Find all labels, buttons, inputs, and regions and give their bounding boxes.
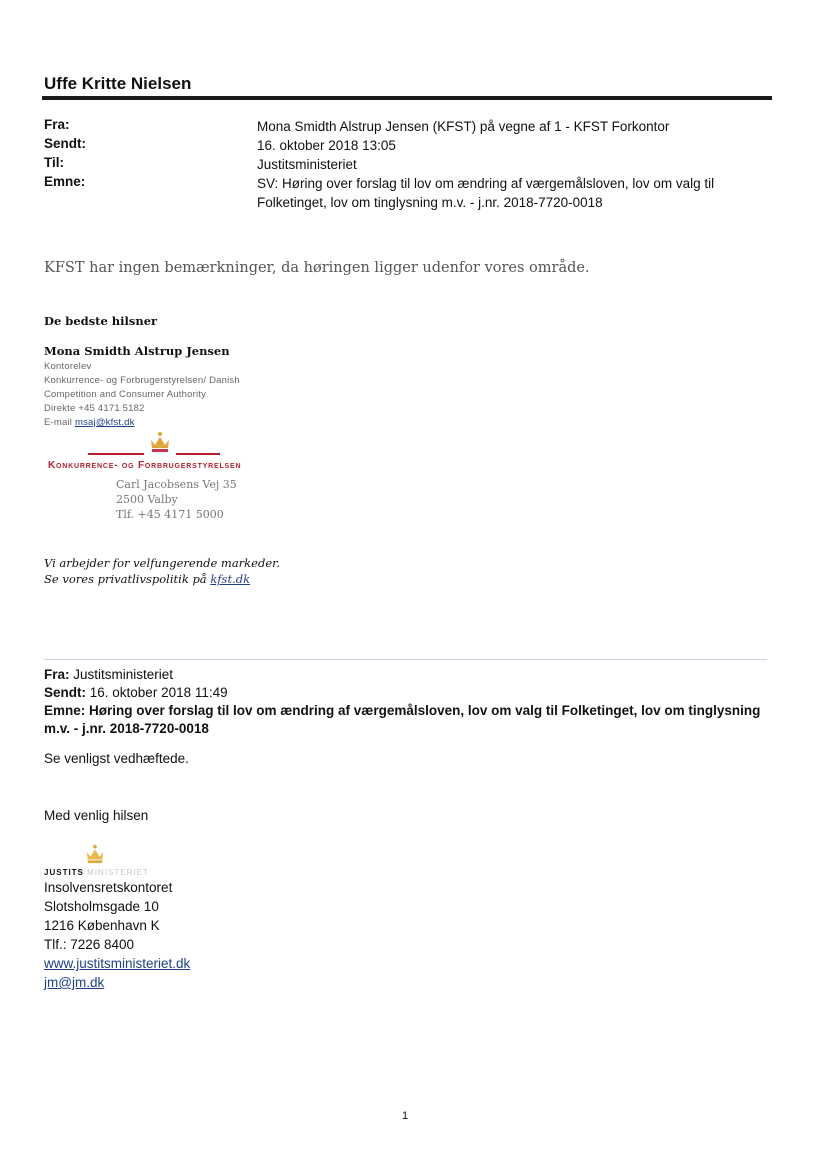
header-to-label: Til: xyxy=(44,155,64,170)
kfst-address-city: 2500 Valby xyxy=(116,493,178,506)
privacy-prefix: Se vores privatlivspolitik på xyxy=(44,572,207,586)
forward-separator xyxy=(44,659,767,660)
page-number: 1 xyxy=(402,1110,409,1122)
signature-email-row xyxy=(44,417,135,428)
jm-brand-bold: JUSTITS xyxy=(44,868,84,877)
signature-org-line2: Competition and Consumer Authority xyxy=(44,389,207,400)
fwd-sent-label: Sendt: xyxy=(44,685,86,700)
fwd-from-row xyxy=(44,666,173,684)
crown-icon xyxy=(84,844,106,864)
header-subject-value: SV: Høring over forslag til lov om ændring af værgemålsloven, lov om valg til Folketinget, lov om tinglysning m.v. - j.nr. 2018-7720-0018 xyxy=(257,176,715,210)
privacy-line xyxy=(44,572,250,586)
crown-icon xyxy=(148,431,172,453)
fwd-body: Se venligst vedhæftede. xyxy=(44,751,189,766)
signature-title: Kontorelev xyxy=(44,361,92,372)
logo-rule-left xyxy=(88,453,144,455)
jm-brand-light: MINISTERIET xyxy=(87,868,149,877)
kfst-logo-text: Konkurrence- og Forbrugerstyrelsen xyxy=(48,460,242,471)
kfst-address-street: Carl Jacobsens Vej 35 xyxy=(116,478,237,491)
jm-city: 1216 København K xyxy=(44,918,160,933)
header-to-value: Justitsministeriet xyxy=(257,157,357,172)
jm-office: Insolvensretskontoret xyxy=(44,880,173,895)
fwd-from-label: Fra: xyxy=(44,667,70,682)
header-sent-value: 16. oktober 2018 13:05 xyxy=(257,138,396,153)
jm-website-link[interactable]: www.justitsministeriet.dk xyxy=(44,956,191,971)
logo-rule-right xyxy=(176,453,220,455)
signature-greeting: De bedste hilsner xyxy=(44,314,158,328)
signature-email-prefix: E-mail xyxy=(44,417,73,428)
jm-website-row xyxy=(44,956,190,971)
jm-logo-text xyxy=(44,868,149,877)
signature-direct-phone: Direkte +45 4171 5182 xyxy=(44,403,145,414)
header-sent-label: Sendt: xyxy=(44,136,86,151)
email-owner-name: Uffe Kritte Nielsen xyxy=(44,74,192,93)
signature-name: Mona Smidth Alstrup Jensen xyxy=(44,344,230,358)
kfst-motto: Vi arbejder for velfungerende markeder. xyxy=(44,556,281,570)
kfst-phone: Tlf. +45 4171 5000 xyxy=(116,508,224,521)
message-body: KFST har ingen bemærkninger, da høringen ligger udenfor vores område. xyxy=(44,260,590,276)
fwd-subject-label: Emne: xyxy=(44,703,86,718)
fwd-subject-value: Høring over forslag til lov om ændring af værgemålsloven, lov om valg til Folketinget, lov om tinglysning m.v. - j.nr. 2018-7720-0018 xyxy=(44,703,761,736)
header-from-value: Mona Smidth Alstrup Jensen (KFST) på vegne af 1 - KFST Forkontor xyxy=(257,119,670,134)
jm-street: Slotsholmsgade 10 xyxy=(44,899,159,914)
jm-email-row xyxy=(44,975,104,990)
privacy-link[interactable]: kfst.dk xyxy=(210,572,251,586)
fwd-sent-row xyxy=(44,684,228,702)
jm-email-link[interactable]: jm@jm.dk xyxy=(44,975,105,990)
jm-phone: Tlf.: 7226 8400 xyxy=(44,937,135,952)
signature-org-line1: Konkurrence- og Forbrugerstyrelsen/ Danish xyxy=(44,375,240,386)
owner-divider xyxy=(42,96,772,100)
header-subject-label: Emne: xyxy=(44,174,86,189)
fwd-subject-row xyxy=(44,702,769,738)
signature-email-link[interactable]: msaj@kfst.dk xyxy=(74,417,135,428)
header-from-label: Fra: xyxy=(44,117,70,132)
fwd-sent-value: 16. oktober 2018 11:49 xyxy=(89,685,228,700)
fwd-from-value: Justitsministeriet xyxy=(73,667,174,682)
fwd-closing: Med venlig hilsen xyxy=(44,808,149,823)
